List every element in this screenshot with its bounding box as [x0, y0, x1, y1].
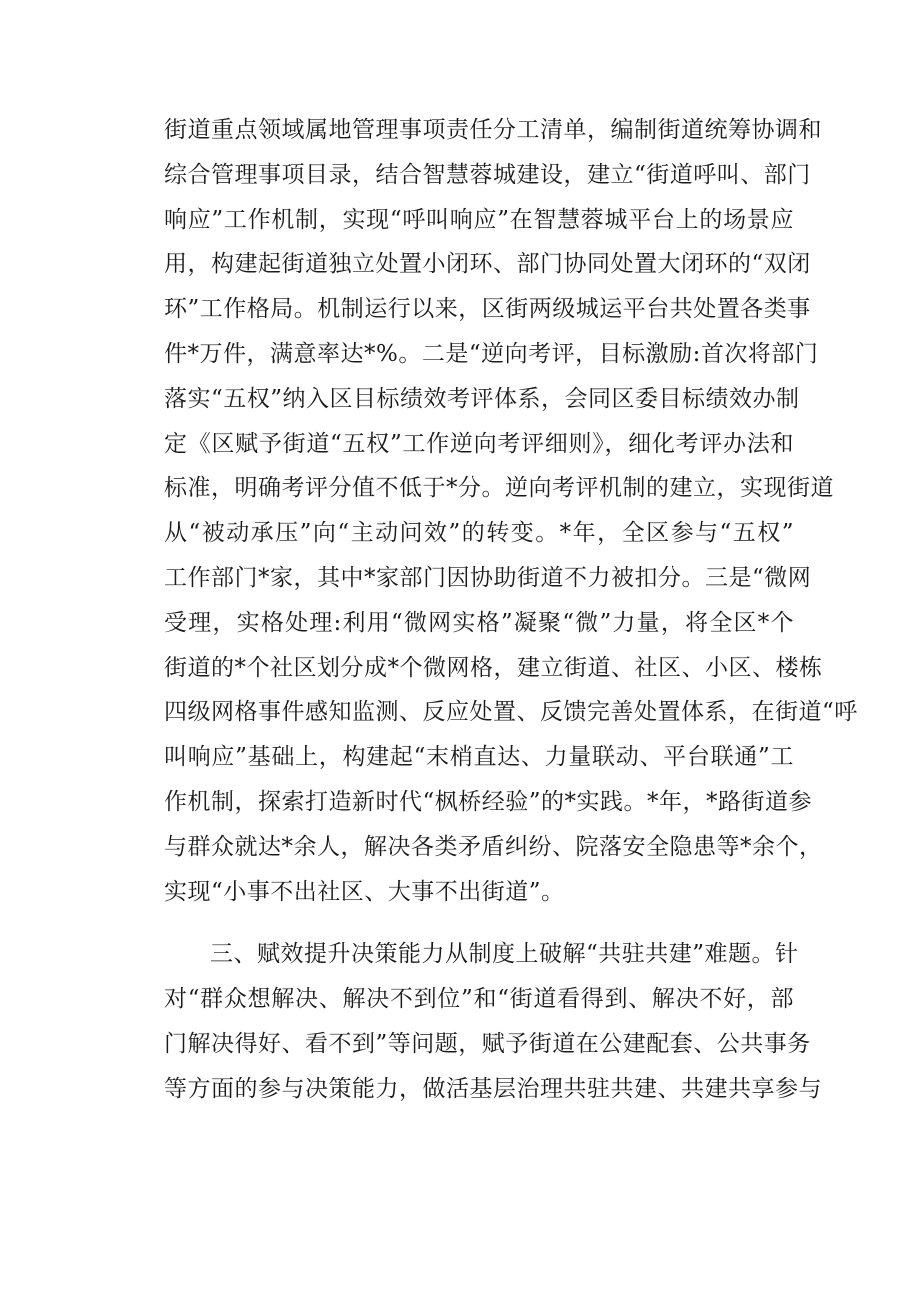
- paragraph-1: [164, 108, 858, 914]
- text-line: 对“群众想解决、解决不到位”和“街道看得到、解决不好，部: [164, 986, 794, 1013]
- text-line: 等方面的参与决策能力，做活基层治理共驻共建、共建共享参与: [164, 1075, 822, 1102]
- text-line: 标准，明确考评分值不低于*分。逆向考评机制的建立，实现街道: [164, 475, 834, 502]
- text-line: 用，构建起街道独立处置小闭环、部门协同处置大闭环的“双闭: [164, 251, 811, 278]
- text-line: 门解决得好、看不到”等问题，赋予街道在公建配套、公共事务: [164, 1030, 811, 1057]
- paragraph-gap: [164, 914, 794, 932]
- text-line: 响应”工作机制，实现“呼叫响应”在智慧蓉城平台上的场景应: [164, 206, 794, 233]
- text-line: 综合管理事项目录，结合智慧蓉城建设，建立“街道呼叫、部门: [164, 161, 811, 188]
- text-line: 作机制，探索打造新时代“枫桥经验”的*实践。*年，*路街道参: [164, 788, 813, 815]
- text-line: 四级网格事件感知监测、反应处置、反馈完善处置体系，在街道“呼: [164, 699, 858, 726]
- text-line: 实现“小事不出社区、大事不出街道”。: [164, 878, 565, 905]
- text-line: 街道重点领域属地管理事项责任分工清单，编制街道统筹协调和: [164, 117, 822, 143]
- text-line: 从“被动承压”向“主动问效”的转变。*年，全区参与“五权”: [164, 520, 794, 547]
- text-line: 环”工作格局。机制运行以来，区街两级城运平台共处置各类事: [164, 296, 811, 323]
- text-line: 工作部门*家，其中*家部门因协助街道不力被扣分。三是“微网: [164, 564, 812, 591]
- text-line: 街道的*个社区划分成*个微网格，建立街道、社区、小区、楼栋: [164, 654, 823, 681]
- text-line: 受理，实格处理:利用“微网实格”凝聚“微”力量，将全区*个: [164, 609, 794, 636]
- text-line: 与群众就达*余人，解决各类矛盾纠纷、院落安全隐患等*余个，: [164, 833, 823, 860]
- document-body: [164, 108, 858, 1112]
- text-line: 叫响应”基础上，构建起“末梢直达、力量联动、平台联通”工: [164, 744, 794, 771]
- text-line: 定《区赋予街道“五权”工作逆向考评细则》，细化考评办法和: [164, 430, 794, 457]
- text-line: 件*万件，满意率达*%。二是“逆向考评，目标激励:首次将部门: [164, 340, 819, 367]
- text-line: 三、赋效提升决策能力从制度上破解“共驻共建”难题。针: [210, 941, 799, 968]
- text-line: 落实“五权”纳入区目标绩效考评体系，会同区委目标绩效办制: [164, 385, 800, 412]
- paragraph-2: [164, 932, 822, 1111]
